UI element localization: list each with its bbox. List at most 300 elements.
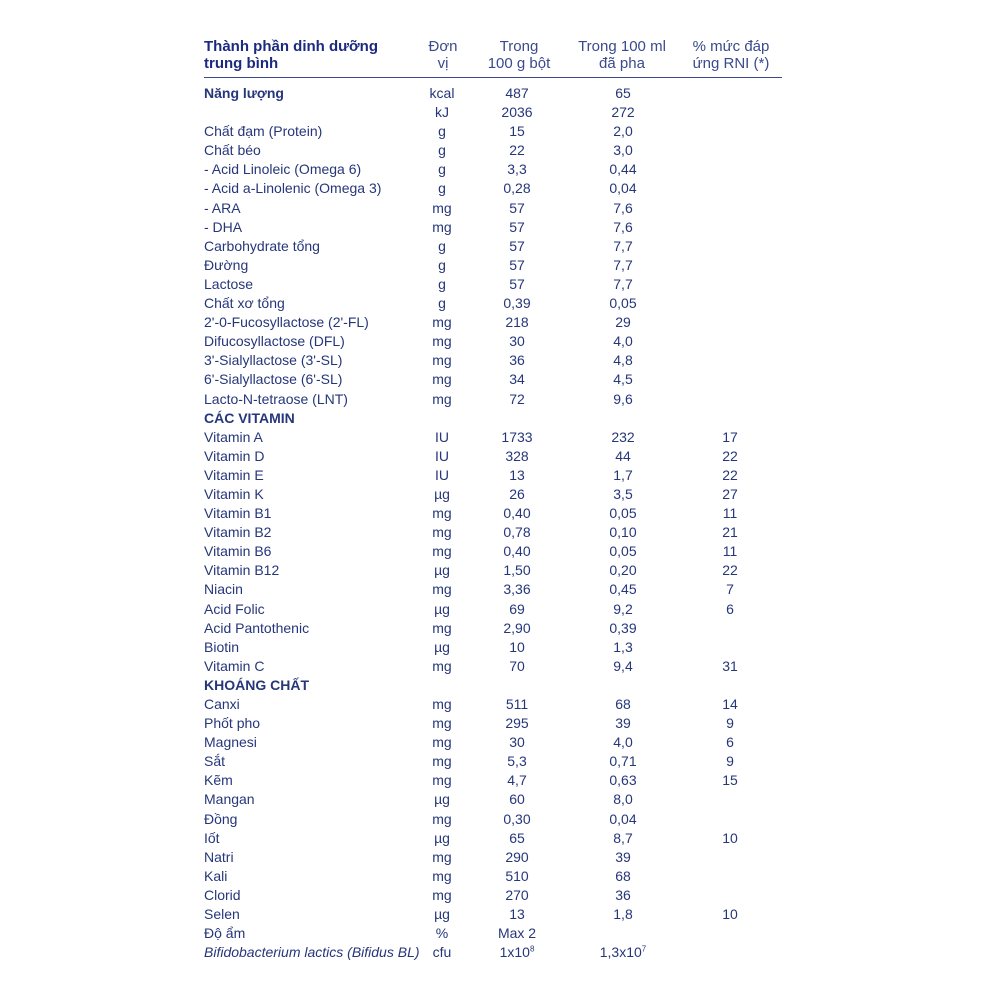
per-100ml-value <box>578 390 668 409</box>
header-unit <box>418 38 468 72</box>
per-100ml-value-text: 65 <box>615 85 631 101</box>
rni-percent-text: 11 <box>722 505 738 522</box>
unit-cell-text: g <box>438 180 446 197</box>
per-100ml-value-text: 3,0 <box>613 142 633 159</box>
header-per-100g-line1: Trong <box>499 38 539 55</box>
nutrient-name <box>204 810 237 829</box>
nutrient-name-text: KHOÁNG CHẤT <box>204 676 309 693</box>
unit-cell <box>410 103 474 122</box>
per-100g-value <box>472 332 562 351</box>
per-100ml-value-text: 0,71 <box>609 753 637 770</box>
per-100ml-value <box>578 542 668 561</box>
rni-percent-text: 6 <box>726 600 734 617</box>
unit-cell-text: mg <box>432 218 452 235</box>
per-100g-value-text: 0,40 <box>503 543 531 560</box>
nutrient-name <box>204 600 265 619</box>
unit-cell-text: mg <box>432 543 452 560</box>
unit-cell <box>410 733 474 752</box>
per-100ml-value-text: 4,0 <box>613 333 633 350</box>
nutrient-name-text: Chất xơ tổng <box>204 295 285 312</box>
rni-percent-text: 7 <box>726 581 734 598</box>
unit-cell <box>410 829 474 848</box>
nutrient-name-text: Phốt pho <box>204 715 261 732</box>
rni-percent <box>692 733 768 752</box>
nutrient-name-text: Kali <box>204 867 228 884</box>
table-row <box>0 771 1000 790</box>
nutrient-name <box>204 542 271 561</box>
nutrient-name <box>204 294 285 313</box>
nutrient-name <box>204 84 284 103</box>
nutrient-name <box>204 752 225 771</box>
per-100ml-value-text: 44 <box>615 447 631 464</box>
unit-cell <box>410 695 474 714</box>
nutrient-name-text: Vitamin B2 <box>204 524 272 541</box>
per-100ml-value-text: 0,05 <box>609 543 637 560</box>
unit-cell <box>410 199 474 218</box>
per-100g-value-text: 60 <box>509 791 525 808</box>
nutrient-name-text: Sắt <box>204 753 226 770</box>
nutrient-name-text: Lacto-N-tetraose (LNT) <box>204 390 348 407</box>
table-row <box>0 179 1000 198</box>
header-nutrient-line2: trung bình <box>204 55 279 72</box>
table-row <box>0 84 1000 103</box>
per-100g-value <box>472 886 562 905</box>
header-unit-line1: Đơn <box>428 38 458 55</box>
unit-cell-text: µg <box>434 600 450 617</box>
table-row <box>0 160 1000 179</box>
per-100g-value-text: 57 <box>509 256 525 273</box>
rni-percent <box>692 829 768 848</box>
per-100ml-value <box>578 294 668 313</box>
nutrient-name-text: Lactose <box>204 275 254 292</box>
rni-percent <box>692 580 768 599</box>
nutrient-name-text: Vitamin B1 <box>204 505 272 522</box>
nutrient-name-text: 2'-0-Fucosyllactose (2'-FL) <box>204 314 369 331</box>
per-100ml-value <box>578 905 668 924</box>
per-100g-value <box>472 829 562 848</box>
table-row <box>0 428 1000 447</box>
nutrient-name <box>204 886 241 905</box>
nutrient-name-text: Canxi <box>204 696 240 712</box>
per-100ml-value <box>578 790 668 809</box>
per-100ml-value <box>578 160 668 179</box>
per-100ml-value <box>578 447 668 466</box>
per-100ml-value-text: 0,39 <box>609 619 637 636</box>
per-100g-value <box>472 275 562 294</box>
nutrient-name-text: - Acid Linoleic (Omega 6) <box>204 161 362 178</box>
per-100ml-value-text: 7,7 <box>613 256 633 273</box>
per-100ml-value-text: 0,44 <box>609 161 637 178</box>
nutrient-name-text: Vitamin B12 <box>204 562 280 579</box>
table-row <box>0 275 1000 294</box>
per-100g-value <box>472 657 562 676</box>
nutrient-name-text: Đồng <box>204 810 238 827</box>
per-100ml-value-text: 7,6 <box>613 218 633 235</box>
unit-cell <box>410 447 474 466</box>
per-100g-value-text: 30 <box>509 734 525 751</box>
table-row <box>0 390 1000 409</box>
per-100ml-value-text: 8,7 <box>613 829 633 846</box>
per-100g-value <box>472 638 562 657</box>
unit-cell <box>410 218 474 237</box>
table-row <box>0 237 1000 256</box>
per-100ml-value <box>578 714 668 733</box>
per-100ml-value <box>578 504 668 523</box>
table-row <box>0 561 1000 580</box>
unit-cell <box>410 561 474 580</box>
unit-cell-text: mg <box>432 524 452 541</box>
table-row <box>0 905 1000 924</box>
per-100g-value <box>472 848 562 867</box>
nutrient-name <box>204 485 264 504</box>
nutrient-name <box>204 313 369 332</box>
per-100g-value-text: 1x10 <box>499 944 530 961</box>
nutrient-name-text: - ARA <box>204 199 241 216</box>
unit-cell <box>410 428 474 447</box>
unit-cell-text: g <box>438 256 446 273</box>
per-100ml-value <box>578 466 668 485</box>
per-100g-value <box>472 542 562 561</box>
nutrient-name <box>204 218 242 237</box>
table-row <box>0 810 1000 829</box>
per-100g-value <box>472 561 562 580</box>
nutrient-name-text: Difucosyllactose (DFL) <box>204 333 345 350</box>
per-100g-value-text: 328 <box>505 447 529 464</box>
unit-cell-text: IU <box>435 428 449 445</box>
table-row <box>0 867 1000 886</box>
unit-cell <box>410 638 474 657</box>
unit-cell <box>410 84 474 103</box>
nutrient-name <box>204 256 248 275</box>
per-100ml-value-text: 3,5 <box>613 485 633 502</box>
per-100g-value <box>472 714 562 733</box>
table-row <box>0 447 1000 466</box>
nutrient-name-text: Chất béo <box>204 142 261 159</box>
unit-cell <box>410 237 474 256</box>
unit-cell-text: g <box>438 161 446 178</box>
nutrient-name-text: Carbohydrate tổng <box>204 237 320 254</box>
nutrient-name <box>204 905 240 924</box>
per-100ml-value-text: 1,3x10 <box>599 944 642 961</box>
nutrient-name-text: Mangan <box>204 791 255 808</box>
per-100g-value-text: 57 <box>509 218 525 235</box>
unit-cell-text: g <box>438 295 446 312</box>
unit-cell <box>410 790 474 809</box>
table-row <box>0 638 1000 657</box>
per-100g-value <box>472 294 562 313</box>
per-100ml-value-text: 68 <box>615 696 631 712</box>
rni-percent <box>692 771 768 790</box>
table-row <box>0 504 1000 523</box>
per-100g-value <box>472 619 562 638</box>
per-100g-value-text: 57 <box>509 237 525 254</box>
header-unit-line2: vị <box>437 55 449 72</box>
unit-cell <box>410 141 474 160</box>
per-100g-value-text: 2,90 <box>503 619 531 636</box>
section-heading-row <box>0 409 1000 428</box>
per-100g-value-exponent: 8 <box>529 944 535 954</box>
nutrient-name <box>204 351 342 370</box>
per-100ml-value <box>578 256 668 275</box>
table-row <box>0 924 1000 943</box>
per-100g-value-text: 22 <box>509 142 525 159</box>
nutrient-name-text: Vitamin C <box>204 657 265 674</box>
unit-cell-text: g <box>438 123 446 140</box>
table-row <box>0 103 1000 122</box>
nutrient-name <box>204 695 240 714</box>
rni-percent <box>692 542 768 561</box>
per-100ml-value-text: 7,7 <box>613 237 633 254</box>
per-100ml-value-text: 9,6 <box>613 390 633 407</box>
nutrient-name <box>204 580 243 599</box>
per-100g-value <box>472 810 562 829</box>
per-100g-value-text: 511 <box>505 696 529 712</box>
unit-cell-text: mg <box>432 390 452 407</box>
nutrient-name-text: Bifidobacterium lactics (Bifidus BL) <box>204 944 420 961</box>
nutrient-name-text: Vitamin D <box>204 447 265 464</box>
nutrient-name-text: Đường <box>204 256 249 273</box>
unit-cell-text: kJ <box>435 104 449 121</box>
unit-cell <box>410 657 474 676</box>
header-rni-line2: ứng RNI (*) <box>692 55 770 72</box>
table-row <box>0 752 1000 771</box>
unit-cell-text: mg <box>432 619 452 636</box>
table-row <box>0 619 1000 638</box>
rni-percent-text: 11 <box>722 543 738 560</box>
per-100ml-value-text: 7,6 <box>613 199 633 216</box>
per-100ml-value <box>578 103 668 122</box>
unit-cell-text: mg <box>432 772 452 789</box>
table-row <box>0 218 1000 237</box>
per-100ml-value <box>578 523 668 542</box>
table-row <box>0 523 1000 542</box>
per-100ml-value-text: 7,7 <box>613 275 633 292</box>
nutrient-name <box>204 199 241 218</box>
per-100g-value-text: 0,78 <box>503 524 531 541</box>
unit-cell-text: mg <box>432 848 452 865</box>
rni-percent-text: 10 <box>722 906 738 923</box>
header-per-100g <box>476 38 562 72</box>
unit-cell <box>410 485 474 504</box>
per-100g-value <box>472 428 562 447</box>
per-100ml-value <box>578 561 668 580</box>
rni-percent <box>692 714 768 733</box>
per-100g-value-text: 0,39 <box>503 295 531 312</box>
per-100g-value-text: 4,7 <box>507 772 527 789</box>
unit-cell-text: g <box>438 142 446 159</box>
table-row <box>0 542 1000 561</box>
per-100ml-value <box>578 886 668 905</box>
per-100g-value-text: 0,30 <box>503 810 531 827</box>
nutrient-name <box>204 714 260 733</box>
per-100g-value-text: 1733 <box>501 428 533 445</box>
unit-cell <box>410 523 474 542</box>
per-100g-value-text: 13 <box>509 466 525 483</box>
nutrient-name-text: Selen <box>204 906 240 923</box>
table-row <box>0 199 1000 218</box>
per-100ml-value <box>578 275 668 294</box>
unit-cell-text: g <box>438 275 446 292</box>
per-100ml-value-text: 0,04 <box>609 810 637 827</box>
nutrient-name-text: 6'-Sialyllactose (6'-SL) <box>204 371 343 388</box>
per-100g-value <box>472 943 562 962</box>
unit-cell-text: µg <box>434 829 450 846</box>
per-100ml-value-text: 1,7 <box>613 466 633 483</box>
nutrient-name <box>204 523 271 542</box>
per-100g-value <box>472 580 562 599</box>
header-nutrient <box>204 38 378 72</box>
per-100g-value-text: 0,28 <box>503 180 531 197</box>
nutrient-name <box>204 790 255 809</box>
table-row <box>0 848 1000 867</box>
per-100ml-value-text: 0,63 <box>609 772 637 789</box>
rni-percent-text: 17 <box>722 428 738 445</box>
nutrient-name <box>204 332 345 351</box>
per-100g-value-text: 218 <box>505 314 529 331</box>
rni-percent <box>692 657 768 676</box>
header-per-100g-line2: 100 g bột <box>487 55 551 72</box>
unit-cell-text: µg <box>434 791 450 808</box>
per-100g-value-text: 510 <box>505 867 529 884</box>
unit-cell <box>410 275 474 294</box>
per-100ml-value <box>578 179 668 198</box>
rni-percent-text: 27 <box>722 485 738 502</box>
per-100g-value <box>472 122 562 141</box>
table-row <box>0 600 1000 619</box>
unit-cell <box>410 351 474 370</box>
nutrient-name <box>204 771 233 790</box>
unit-cell-text: mg <box>432 867 452 884</box>
unit-cell-text: cfu <box>432 944 452 961</box>
per-100ml-value-text: 68 <box>615 867 631 884</box>
nutrient-name-text: Vitamin K <box>204 485 264 502</box>
nutrient-name <box>204 237 320 256</box>
unit-cell-text: mg <box>432 715 452 732</box>
per-100g-value <box>472 771 562 790</box>
nutrient-name-text: Iốt <box>204 829 220 846</box>
per-100g-value <box>472 752 562 771</box>
unit-cell-text: kcal <box>429 85 455 101</box>
per-100g-value <box>472 237 562 256</box>
table-row <box>0 943 1000 962</box>
table-row <box>0 733 1000 752</box>
unit-cell <box>410 504 474 523</box>
per-100ml-value <box>578 810 668 829</box>
unit-cell <box>410 466 474 485</box>
nutrient-name <box>204 619 309 638</box>
unit-cell <box>410 867 474 886</box>
header-divider <box>204 77 782 78</box>
table-row <box>0 886 1000 905</box>
rni-percent-text: 14 <box>722 696 738 712</box>
nutrient-name <box>204 676 309 695</box>
nutrient-name <box>204 390 348 409</box>
nutrient-name-text: Chất đạm (Protein) <box>204 123 323 140</box>
rni-percent <box>692 600 768 619</box>
per-100g-value-text: 34 <box>509 371 525 388</box>
unit-cell <box>410 122 474 141</box>
nutrient-name-text: Niacin <box>204 581 243 598</box>
per-100ml-value-text: 272 <box>611 104 635 121</box>
header-rni-line1: % mức đáp <box>692 38 770 55</box>
unit-cell <box>410 256 474 275</box>
rni-percent <box>692 561 768 580</box>
unit-cell-text: mg <box>432 314 452 331</box>
header-per-100ml-line1: Trong 100 ml <box>578 38 666 55</box>
nutrient-name-text: Biotin <box>204 638 240 655</box>
unit-cell-text: mg <box>432 810 452 827</box>
per-100g-value-text: 26 <box>509 485 525 502</box>
per-100g-value <box>472 179 562 198</box>
nutrient-name <box>204 428 263 447</box>
nutrient-name <box>204 733 257 752</box>
rni-percent-text: 9 <box>726 715 734 732</box>
unit-cell <box>410 810 474 829</box>
unit-cell <box>410 714 474 733</box>
rni-percent <box>692 695 768 714</box>
per-100ml-value-text: 4,0 <box>613 734 633 751</box>
unit-cell-text: µg <box>434 906 450 923</box>
nutrient-name-text: Kẽm <box>204 772 233 789</box>
nutrient-name <box>204 504 271 523</box>
per-100ml-value <box>578 638 668 657</box>
unit-cell-text: mg <box>432 352 452 369</box>
per-100g-value <box>472 256 562 275</box>
rni-percent-text: 21 <box>722 524 738 541</box>
table-row <box>0 122 1000 141</box>
per-100g-value-text: 0,40 <box>503 505 531 522</box>
table-row <box>0 256 1000 275</box>
unit-cell-text: mg <box>432 657 452 674</box>
unit-cell <box>410 313 474 332</box>
rni-percent-text: 15 <box>722 772 738 789</box>
per-100g-value-text: 69 <box>509 600 525 617</box>
per-100ml-value-text: 0,45 <box>609 581 637 598</box>
table-row <box>0 485 1000 504</box>
per-100g-value <box>472 199 562 218</box>
table-row <box>0 790 1000 809</box>
rni-percent <box>692 523 768 542</box>
per-100g-value <box>472 867 562 886</box>
unit-cell-text: mg <box>432 734 452 751</box>
table-body <box>0 84 1000 962</box>
per-100g-value <box>472 600 562 619</box>
nutrient-name <box>204 160 361 179</box>
per-100ml-value-text: 0,04 <box>609 180 637 197</box>
per-100ml-value <box>578 370 668 389</box>
per-100ml-value <box>578 695 668 714</box>
nutrient-name-text: Natri <box>204 848 234 865</box>
per-100ml-value <box>578 848 668 867</box>
per-100ml-value <box>578 752 668 771</box>
rni-percent-text: 31 <box>722 657 738 674</box>
per-100g-value <box>472 390 562 409</box>
per-100ml-value-text: 39 <box>615 715 631 732</box>
per-100g-value-text: 270 <box>505 886 529 903</box>
nutrient-name <box>204 179 381 198</box>
per-100g-value <box>472 466 562 485</box>
per-100ml-value-text: 4,5 <box>613 371 633 388</box>
per-100ml-value <box>578 600 668 619</box>
per-100ml-value-text: 9,2 <box>613 600 633 617</box>
per-100ml-value <box>578 84 668 103</box>
per-100ml-value <box>578 943 668 962</box>
nutrient-name <box>204 867 227 886</box>
nutrient-name <box>204 848 234 867</box>
per-100ml-value-text: 36 <box>615 886 631 903</box>
unit-cell <box>410 179 474 198</box>
header-per-100ml-line2: đã pha <box>599 55 645 72</box>
